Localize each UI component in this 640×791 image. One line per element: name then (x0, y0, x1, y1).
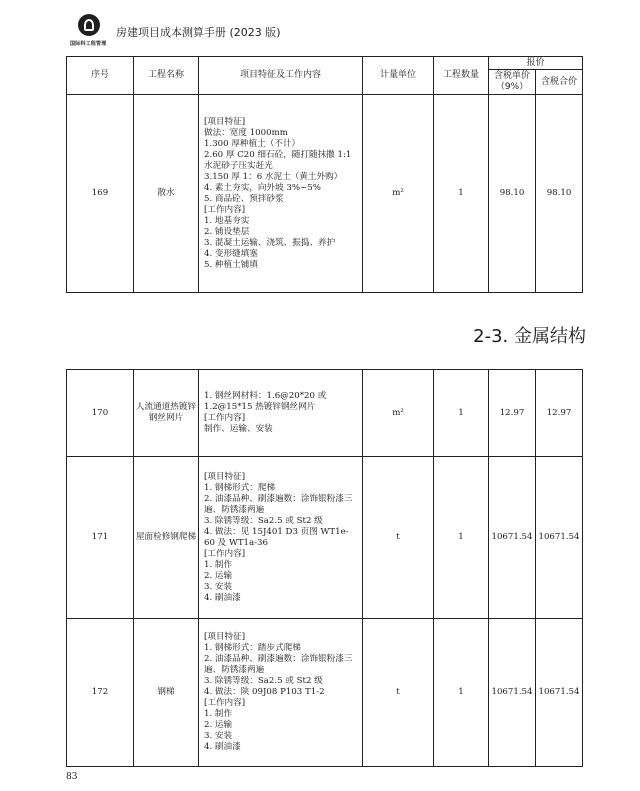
feature-line: 3.150 厚 1：6 水泥土（黄土外购） (204, 171, 343, 182)
section-heading: 2-3. 金属结构 (473, 326, 586, 347)
feature-line: 1. 钢梯形式：爬梯 (204, 482, 276, 493)
header-unit-price: 含税单价（9%） (489, 70, 536, 95)
header-features: 项目特征及工作内容 (199, 57, 363, 95)
page-header (70, 12, 590, 52)
feature-line: 做法：宽度 1000mm (204, 127, 288, 138)
feature-line: 4. 做法：陕 09J08 P103 T1-2 (204, 687, 325, 697)
feature-line: 3. 除锈等级：Sa2.5 或 St2 级 (204, 676, 323, 686)
cost-table-metal (66, 369, 583, 767)
feature-line: [工作内容] (204, 698, 246, 708)
cell-qty: 1 (434, 619, 489, 767)
cell-total: 98.10 (536, 95, 583, 293)
cell-features (199, 95, 363, 293)
table-row (67, 457, 583, 619)
cell-qty: 1 (434, 370, 489, 457)
header-price: 报价 (489, 57, 583, 70)
cell-unit: t (363, 619, 434, 767)
cell-total: 10671.54 (536, 619, 583, 767)
cell-name: 散水 (134, 95, 199, 293)
feature-line: [项目特征] (204, 471, 246, 482)
cell-qty: 1 (434, 457, 489, 619)
logo-text: 国际科工程管理 (70, 41, 107, 47)
table-row (67, 95, 583, 293)
feature-line: 5. 商品砼、预拌砂浆 (204, 193, 284, 204)
feature-line: 4. 变形缝填塞 (204, 248, 258, 259)
feature-line: 2. 铺设垫层 (204, 226, 250, 237)
feature-line: 制作、运输、安装 (204, 424, 273, 434)
feature-line: 3. 混凝土运输、浇筑、振捣、养护 (204, 237, 336, 248)
header-qty: 工程数量 (434, 57, 489, 95)
feature-line: 5. 种植土铺填 (204, 259, 258, 270)
feature-line: 4. 刷油漆 (204, 592, 241, 603)
table-row (67, 370, 583, 457)
header-name: 工程名称 (134, 57, 199, 95)
feature-line: 4. 素土夯实，向外坡 3%~5% (204, 182, 321, 193)
feature-line: 1. 制作 (204, 709, 233, 719)
cell-total: 10671.54 (536, 457, 583, 619)
feature-line: 2. 运输 (204, 720, 233, 730)
cell-unit: m² (363, 370, 434, 457)
feature-line: 1. 钢丝网材料：1.6@20*20 或 1.2@15*15 热镀锌钢丝网片 (204, 391, 327, 412)
feature-line: [项目特征] (204, 632, 246, 642)
feature-line: 2.60 厚 C20 细石砼，随打随抹撒 1:1 水泥砂子压实赶光 (204, 149, 352, 171)
cell-name: 钢梯 (134, 619, 199, 767)
feature-line: 3. 安装 (204, 731, 233, 741)
header-total: 含税合价 (536, 70, 583, 95)
page-number: 83 (66, 772, 78, 782)
cell-qty: 1 (434, 95, 489, 293)
cell-seq: 172 (67, 619, 134, 767)
cell-name: 人流通道热镀锌钢丝网片 (134, 370, 199, 457)
cell-seq: 171 (67, 457, 134, 619)
feature-line: 3. 安装 (204, 581, 233, 592)
cell-unit: m² (363, 95, 434, 293)
cell-seq: 169 (67, 95, 134, 293)
cell-unit-price: 98.10 (489, 95, 536, 293)
feature-line: [工作内容] (204, 548, 246, 559)
cell-unit-price: 10671.54 (489, 457, 536, 619)
cell-unit-price: 10671.54 (489, 619, 536, 767)
feature-line: 3. 除锈等级：Sa2.5 或 St2 级 (204, 515, 323, 526)
table-row (67, 619, 583, 767)
cell-unit: t (363, 457, 434, 619)
header-seq: 序号 (67, 57, 134, 95)
book-title: 房建项目成本测算手册 (2023 版) (116, 26, 281, 39)
cost-table-top (66, 56, 583, 293)
feature-line: [项目特征] (204, 116, 246, 127)
feature-line: 2. 油漆品种、刷漆遍数：涂饰银粉漆三遍、防锈漆两遍 (204, 493, 353, 515)
cell-features (199, 619, 363, 767)
feature-line: 1. 制作 (204, 559, 233, 570)
cell-name: 屋面检修钢爬梯 (134, 457, 199, 619)
feature-line: 1.300 厚种植土（不计） (204, 138, 301, 149)
cell-seq: 170 (67, 370, 134, 457)
feature-line: 2. 运输 (204, 570, 233, 581)
cell-total: 12.97 (536, 370, 583, 457)
cell-features (199, 370, 363, 457)
publisher-logo-icon (78, 14, 100, 36)
feature-line: 1. 钢梯形式：踏步式爬梯 (204, 643, 301, 653)
feature-line: [工作内容] (204, 413, 246, 423)
feature-line: [工作内容] (204, 204, 246, 215)
cell-unit-price: 12.97 (489, 370, 536, 457)
feature-line: 4. 做法：见 15J401 D3 页图 WT1e-60 及 WT1a-36 (204, 526, 349, 548)
header-unit: 计量单位 (363, 57, 434, 95)
feature-line: 1. 地基夯实 (204, 215, 250, 226)
cell-features (199, 457, 363, 619)
feature-line: 2. 油漆品种、刷漆遍数：涂饰银粉漆三遍、防锈漆两遍 (204, 654, 353, 675)
feature-line: 4. 刷油漆 (204, 742, 241, 752)
